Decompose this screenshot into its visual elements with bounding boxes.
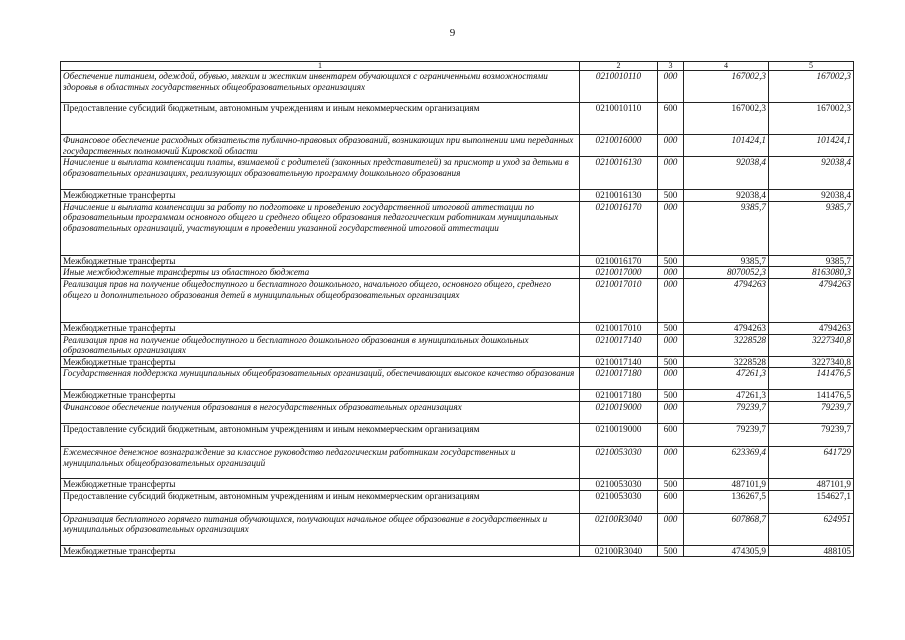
row-amount-year-1: 4794263 — [684, 322, 769, 334]
row-amount-year-2: 101424,1 — [769, 135, 854, 157]
row-target-code: 0210017140 — [580, 356, 658, 368]
row-target-code: 0210017000 — [580, 267, 658, 279]
row-description: Предоставление субсидий бюджетным, автономным учреждениям и иным некоммерческим организациям — [61, 423, 580, 446]
row-target-code: 0210010110 — [580, 71, 658, 103]
row-expense-type: 500 — [658, 356, 684, 368]
row-description: Начисление и выплата компенсации за работу по подготовке и проведению государственной итоговой аттестации по образовательным программам основного общего и среднего общего образования педагогическим работникам муниципальных образовательных организаций, участвующим в проведении указанной государственной итоговой аттестации — [61, 201, 580, 255]
row-amount-year-2: 624951 — [769, 513, 854, 545]
table-row — [61, 267, 854, 279]
row-amount-year-2: 92038,4 — [769, 190, 854, 202]
row-target-code: 0210017180 — [580, 368, 658, 390]
row-target-code: 02100R3040 — [580, 513, 658, 545]
table-row — [61, 278, 854, 322]
table-body — [61, 71, 854, 557]
row-amount-year-2: 79239,7 — [769, 423, 854, 446]
row-amount-year-1: 9385,7 — [684, 255, 769, 267]
row-amount-year-2: 9385,7 — [769, 201, 854, 255]
row-expense-type: 000 — [658, 513, 684, 545]
row-amount-year-2: 4794263 — [769, 322, 854, 334]
table-row — [61, 322, 854, 334]
row-amount-year-2: 9385,7 — [769, 255, 854, 267]
row-description: Межбюджетные трансферты — [61, 478, 580, 490]
budget-table — [60, 61, 854, 557]
row-target-code: 0210017180 — [580, 390, 658, 402]
row-target-code: 0210017010 — [580, 322, 658, 334]
row-expense-type: 000 — [658, 368, 684, 390]
row-target-code: 0210016170 — [580, 255, 658, 267]
header-col-4: 4 — [684, 62, 769, 71]
table-row — [61, 401, 854, 423]
table-row — [61, 513, 854, 545]
table-row — [61, 390, 854, 402]
row-expense-type: 600 — [658, 490, 684, 513]
row-amount-year-1: 79239,7 — [684, 423, 769, 446]
row-amount-year-2: 3227340,8 — [769, 356, 854, 368]
row-amount-year-2: 487101,9 — [769, 478, 854, 490]
row-description: Государственная поддержка муниципальных общеобразовательных организаций, обеспечивающих высокое качество образования — [61, 368, 580, 390]
row-target-code: 02100R3040 — [580, 545, 658, 557]
row-amount-year-2: 79239,7 — [769, 401, 854, 423]
row-expense-type: 000 — [658, 135, 684, 157]
row-description: Межбюджетные трансферты — [61, 356, 580, 368]
row-expense-type: 000 — [658, 201, 684, 255]
table-row — [61, 490, 854, 513]
table-row — [61, 368, 854, 390]
table-row — [61, 334, 854, 356]
table-row — [61, 157, 854, 190]
table-row — [61, 356, 854, 368]
table-row — [61, 135, 854, 157]
row-amount-year-1: 167002,3 — [684, 103, 769, 135]
table-row — [61, 446, 854, 478]
header-col-1: 1 — [61, 62, 580, 71]
row-amount-year-1: 623369,4 — [684, 446, 769, 478]
row-expense-type: 000 — [658, 157, 684, 190]
row-description: Обеспечение питанием, одеждой, обувью, мягким и жестким инвентарем обучающихся с ограниченными возможностями здоровья в областных государственных общеобразовательных организациях — [61, 71, 580, 103]
row-description: Организация бесплатного горячего питания обучающихся, получающих начальное общее образование в государственных и муниципальных образовательных организациях — [61, 513, 580, 545]
row-amount-year-1: 92038,4 — [684, 157, 769, 190]
row-amount-year-1: 9385,7 — [684, 201, 769, 255]
row-expense-type: 000 — [658, 278, 684, 322]
row-description: Межбюджетные трансферты — [61, 255, 580, 267]
header-col-3: 3 — [658, 62, 684, 71]
row-target-code: 0210016130 — [580, 190, 658, 202]
row-expense-type: 500 — [658, 478, 684, 490]
row-description: Ежемесячное денежное вознаграждение за классное руководство педагогическим работникам государственных и муниципальных общеобразовательных организаций — [61, 446, 580, 478]
row-amount-year-1: 607868,7 — [684, 513, 769, 545]
row-description: Межбюджетные трансферты — [61, 390, 580, 402]
row-description: Финансовое обеспечение получения образования в негосударственных образовательных организациях — [61, 401, 580, 423]
row-target-code: 0210017010 — [580, 278, 658, 322]
row-amount-year-2: 167002,3 — [769, 71, 854, 103]
row-target-code: 0210010110 — [580, 103, 658, 135]
row-amount-year-2: 92038,4 — [769, 157, 854, 190]
row-expense-type: 000 — [658, 446, 684, 478]
page-number: 9 — [449, 27, 456, 39]
row-expense-type: 000 — [658, 334, 684, 356]
table-row — [61, 255, 854, 267]
row-amount-year-1: 92038,4 — [684, 190, 769, 202]
row-description: Финансовое обеспечение расходных обязательств публично-правовых образований, возникающих при выполнении ими переданных государственных полномочий Кировской области — [61, 135, 580, 157]
row-amount-year-1: 47261,3 — [684, 390, 769, 402]
row-description: Межбюджетные трансферты — [61, 190, 580, 202]
header-col-5: 5 — [769, 62, 854, 71]
row-amount-year-2: 8163080,3 — [769, 267, 854, 279]
table-row — [61, 478, 854, 490]
row-amount-year-1: 8070052,3 — [684, 267, 769, 279]
row-amount-year-2: 3227340,8 — [769, 334, 854, 356]
row-amount-year-1: 487101,9 — [684, 478, 769, 490]
row-target-code: 0210017140 — [580, 334, 658, 356]
row-expense-type: 500 — [658, 545, 684, 557]
row-amount-year-1: 79239,7 — [684, 401, 769, 423]
row-description: Предоставление субсидий бюджетным, автономным учреждениям и иным некоммерческим организациям — [61, 103, 580, 135]
row-description: Межбюджетные трансферты — [61, 545, 580, 557]
row-target-code: 0210019000 — [580, 401, 658, 423]
row-description: Реализация прав на получение общедоступного и бесплатного дошкольного образования в муниципальных дошкольных образовательных организациях — [61, 334, 580, 356]
row-amount-year-1: 47261,3 — [684, 368, 769, 390]
row-amount-year-2: 488105 — [769, 545, 854, 557]
row-amount-year-1: 136267,5 — [684, 490, 769, 513]
row-amount-year-1: 101424,1 — [684, 135, 769, 157]
row-amount-year-2: 141476,5 — [769, 368, 854, 390]
row-amount-year-1: 167002,3 — [684, 71, 769, 103]
row-target-code: 0210016000 — [580, 135, 658, 157]
table-row — [61, 71, 854, 103]
row-target-code: 0210019000 — [580, 423, 658, 446]
row-amount-year-1: 4794263 — [684, 278, 769, 322]
row-expense-type: 500 — [658, 390, 684, 402]
table-header-row — [61, 62, 854, 71]
table-row — [61, 103, 854, 135]
row-target-code: 0210016130 — [580, 157, 658, 190]
row-amount-year-1: 474305,9 — [684, 545, 769, 557]
table-row — [61, 190, 854, 202]
row-description: Начисление и выплата компенсации платы, взимаемой с родителей (законных представителей) за присмотр и уход за детьми в образовательных организациях, реализующих образовательную программу дошкольного образования — [61, 157, 580, 190]
row-expense-type: 000 — [658, 401, 684, 423]
row-amount-year-2: 4794263 — [769, 278, 854, 322]
header-col-2: 2 — [580, 62, 658, 71]
row-expense-type: 000 — [658, 71, 684, 103]
row-description: Предоставление субсидий бюджетным, автономным учреждениям и иным некоммерческим организациям — [61, 490, 580, 513]
row-expense-type: 000 — [658, 267, 684, 279]
row-amount-year-1: 3228528 — [684, 356, 769, 368]
row-amount-year-1: 3228528 — [684, 334, 769, 356]
row-description: Иные межбюджетные трансферты из областного бюджета — [61, 267, 580, 279]
row-amount-year-2: 641729 — [769, 446, 854, 478]
row-expense-type: 600 — [658, 423, 684, 446]
table-row — [61, 423, 854, 446]
table-row — [61, 201, 854, 255]
row-expense-type: 500 — [658, 322, 684, 334]
row-description: Межбюджетные трансферты — [61, 322, 580, 334]
row-amount-year-2: 167002,3 — [769, 103, 854, 135]
table-row — [61, 545, 854, 557]
row-expense-type: 600 — [658, 103, 684, 135]
row-target-code: 0210053030 — [580, 490, 658, 513]
row-expense-type: 500 — [658, 255, 684, 267]
row-target-code: 0210053030 — [580, 478, 658, 490]
row-target-code: 0210016170 — [580, 201, 658, 255]
row-amount-year-2: 141476,5 — [769, 390, 854, 402]
row-description: Реализация прав на получение общедоступного и бесплатного дошкольного, начального общего, основного общего, среднего общего и дополнительного образования детей в муниципальных общеобразовательных организациях — [61, 278, 580, 322]
row-target-code: 0210053030 — [580, 446, 658, 478]
row-amount-year-2: 154627,1 — [769, 490, 854, 513]
row-expense-type: 500 — [658, 190, 684, 202]
